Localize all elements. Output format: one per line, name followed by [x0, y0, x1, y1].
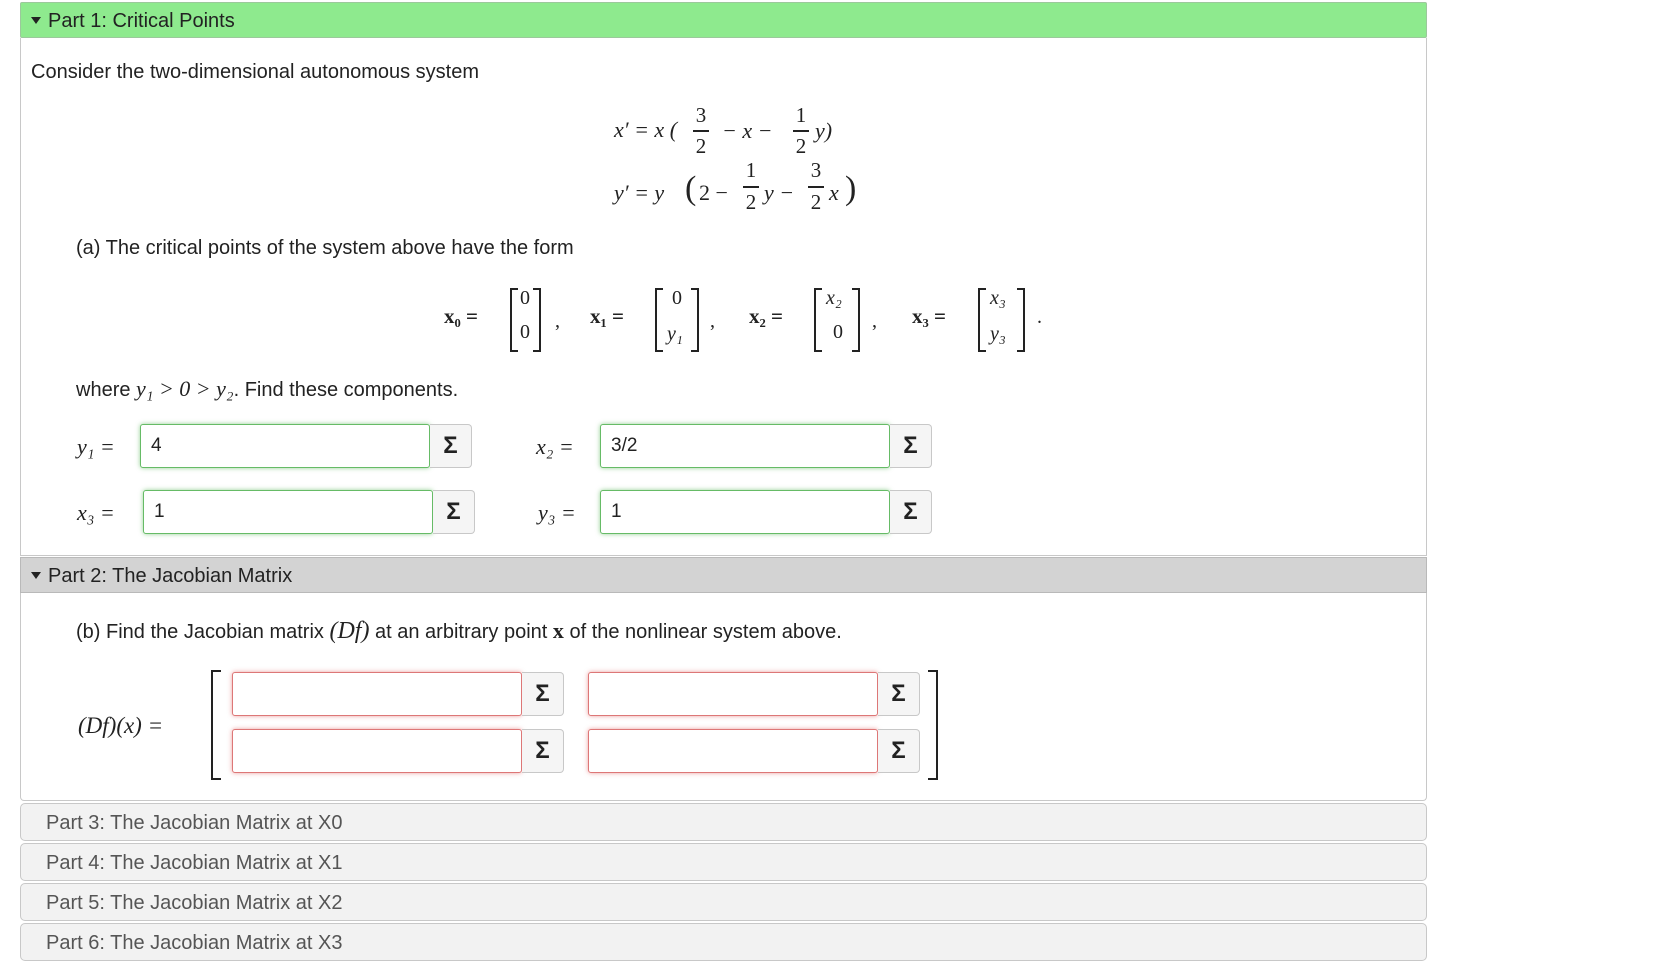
where-text: where y₁ > 0 > y₂. Find these components. — [76, 376, 459, 401]
eq2-frac2-den: 2 — [810, 190, 822, 214]
intro-text: Consider the two-dimensional autonomous system — [31, 61, 479, 83]
part2-title: Part 2: The Jacobian Matrix — [48, 565, 293, 587]
y3-sigma-button[interactable]: Σ — [890, 490, 932, 534]
equation-line1: x′ = x ( — [614, 117, 678, 142]
eq2-frac1-den: 2 — [745, 190, 757, 214]
eq1-frac1-bar — [693, 130, 709, 132]
x3-bot: y₃ — [990, 323, 1006, 345]
x1-bot: y₁ — [667, 323, 683, 345]
eq2-var-x: x — [829, 180, 839, 205]
eq1-frac2-num: 1 — [795, 103, 807, 127]
matrix-bracket-right — [928, 670, 938, 780]
jacobian-cell-12-sigma-button[interactable]: Σ — [878, 672, 920, 716]
x0-bracket-left — [510, 288, 518, 352]
x2-bracket-right — [852, 288, 860, 352]
collapse-triangle-icon — [31, 17, 41, 24]
part3-header[interactable]: Part 3: The Jacobian Matrix at X0 — [20, 803, 1427, 841]
jacobian-label: (Df)(x) = — [78, 713, 164, 738]
eq2-two: 2 − — [699, 180, 728, 205]
x1-comma: , — [710, 310, 715, 332]
eq1-term2: − x − — [722, 118, 773, 143]
part1-title: Part 1: Critical Points — [48, 10, 235, 32]
x2-sigma-button[interactable]: Σ — [890, 424, 932, 468]
eq2-frac1-num: 1 — [745, 158, 757, 182]
x3-bracket-left — [978, 288, 986, 352]
eq2-frac2-num: 3 — [810, 158, 822, 182]
x0-label: x₀ = — [444, 304, 479, 328]
x1-label: x₁ = — [590, 304, 625, 328]
jacobian-cell-12-input[interactable] — [588, 672, 878, 716]
part6-header[interactable]: Part 6: The Jacobian Matrix at X3 — [20, 923, 1427, 961]
y1-label: y₁ = — [77, 434, 115, 459]
eq1-frac1-den: 2 — [695, 134, 707, 158]
y1-input[interactable]: 4 — [140, 424, 430, 468]
eq1-frac2-bar — [793, 130, 809, 132]
eq1-frac1-num: 3 — [695, 103, 707, 127]
x2-bot: 0 — [833, 321, 843, 343]
x0-bot: 0 — [520, 321, 530, 343]
eq2-frac2-bar — [808, 186, 824, 188]
jacobian-cell-22-sigma-button[interactable]: Σ — [878, 729, 920, 773]
x2-label: x₂ = — [749, 304, 784, 328]
x0-comma: , — [555, 310, 560, 332]
part1-header[interactable] — [20, 2, 1427, 38]
eq1-frac2-den: 2 — [795, 134, 807, 158]
eq2-open-paren: ( — [685, 170, 697, 207]
x3-bracket-right — [1017, 288, 1025, 352]
collapse-triangle-icon — [31, 572, 41, 579]
eq2-var-y: y − — [764, 180, 795, 205]
part4-header[interactable]: Part 4: The Jacobian Matrix at X1 — [20, 843, 1427, 881]
x3-period: . — [1037, 306, 1042, 328]
x3-input[interactable]: 1 — [143, 490, 433, 534]
eq2-frac1-bar — [743, 186, 759, 188]
x0-bracket-right — [533, 288, 541, 352]
x1-bracket-left — [655, 288, 663, 352]
x2-comma: , — [872, 310, 877, 332]
jacobian-cell-21-sigma-button[interactable]: Σ — [522, 729, 564, 773]
question-a: (a) The critical points of the system above have the form — [76, 237, 574, 259]
x2-bracket-left — [814, 288, 822, 352]
y3-input[interactable]: 1 — [600, 490, 890, 534]
eq2-close-paren: ) — [845, 170, 857, 207]
matrix-bracket-left — [211, 670, 221, 780]
y3-field-label: y₃ = — [538, 500, 576, 525]
part1-panel — [20, 38, 1427, 556]
y1-sigma-button[interactable]: Σ — [430, 424, 472, 468]
x0-top: 0 — [520, 287, 530, 309]
part2-header[interactable] — [20, 557, 1427, 593]
eq1-var: y) — [815, 118, 833, 143]
x3-field-label: x₃ = — [77, 500, 115, 525]
x3-sigma-button[interactable]: Σ — [433, 490, 475, 534]
x1-top: 0 — [672, 287, 682, 309]
jacobian-cell-11-input[interactable] — [232, 672, 522, 716]
part5-header[interactable]: Part 5: The Jacobian Matrix at X2 — [20, 883, 1427, 921]
jacobian-cell-11-sigma-button[interactable]: Σ — [522, 672, 564, 716]
jacobian-cell-21-input[interactable] — [232, 729, 522, 773]
question-b: (b) Find the Jacobian matrix (Df) at an arbitrary point x of the nonlinear system above. — [76, 618, 842, 644]
x2-top: x₂ — [826, 287, 842, 309]
x2-input[interactable]: 3/2 — [600, 424, 890, 468]
x3-top: x₃ — [990, 287, 1006, 309]
x3-label: x₃ = — [912, 304, 947, 328]
x2-field-label: x₂ = — [536, 434, 574, 459]
jacobian-cell-22-input[interactable] — [588, 729, 878, 773]
equation-line2: y′ = y — [614, 180, 665, 205]
x1-bracket-right — [691, 288, 699, 352]
